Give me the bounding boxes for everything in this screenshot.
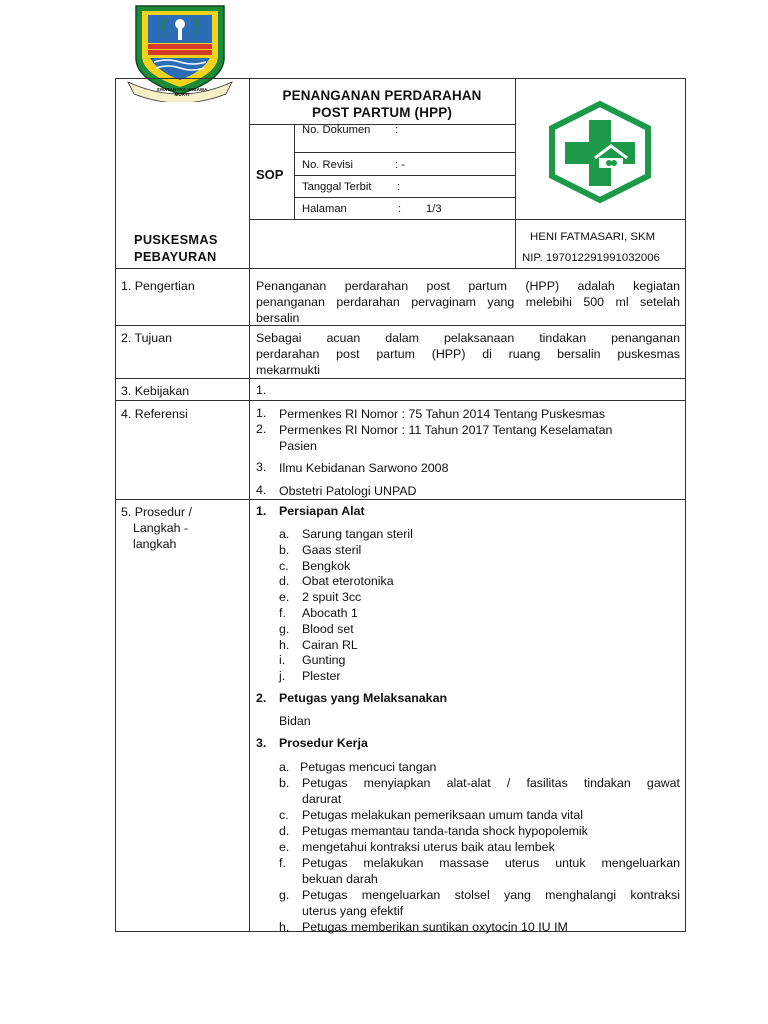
prosedur-label-line-1: 5. Prosedur / [121,505,192,519]
alat-item-letter: g. [279,621,290,636]
kerja-item-letter: a. [279,760,290,774]
kebijakan-label: 3. Kebijakan [121,384,190,398]
alat-item: Abocath 1 [302,606,358,620]
alat-item: 2 spuit 3cc [302,590,362,605]
kerja-item-line: Petugas memberikan suntikan oxytocin 10 IU IM [302,920,568,934]
halaman-label: Halaman [302,203,347,215]
header-right-border [685,78,686,932]
alat-item: Gunting [302,653,346,668]
kerja-item-line: Petugas mengeluarkan stolsel yang menghalangi kontraksi [302,888,680,902]
alat-item-letter: j. [279,669,286,684]
alat-item-letter: d. [279,574,290,589]
alat-item: Cairan RL [302,637,358,652]
halaman-colon: : [398,203,402,215]
sop-divider [294,124,295,219]
kerja-item-line: Petugas mencuci tangan [300,760,437,774]
tujuan-line-1: Sebagai acuan dalam pelaksanaan tindakan penanganan [256,331,680,345]
title-bottom-line [249,124,515,125]
referensi-label: 4. Referensi [121,407,188,421]
referensi-item-4: Obstetri Patologi UNPAD [279,484,417,498]
section-2-title: Petugas yang Melaksanakan [279,691,448,705]
tujuan-line-2: perdarahan post partum (HPP) di ruang bersalin puskesmas [256,347,680,361]
header-left-border [115,78,116,932]
meta-line-3 [294,197,515,198]
row-line-referensi-bottom [115,499,686,500]
kerja-item [300,759,678,775]
tujuan-line-3: mekarmukti [256,363,321,377]
kerja-item [302,919,680,935]
no-revisi-value: : - [395,159,405,171]
meta-line-4 [249,219,686,220]
kerja-item [302,823,680,839]
kerja-item-line: Petugas memantau tanda-tanda shock hypopolemik [302,824,588,838]
prosedur-label-line-2: Langkah - [133,521,189,535]
alat-item-letter: f. [279,606,286,620]
section-3-title: Prosedur Kerja [279,736,368,750]
crest-motto: SWATANTRA WIBAWA MUKTI [156,87,208,97]
tanggal-terbit-label: Tanggal Terbit [302,181,372,193]
signer-name: HENI FATMASARI, SKM [530,231,656,243]
referensi-item-2-line-1: Permenkes RI Nomor : 11 Tahun 2017 Tentang Keselamatan [279,423,613,437]
alat-item-letter: b. [279,542,290,557]
kerja-item [302,855,680,887]
referensi-item-2 [279,422,680,454]
kerja-item-line: darurat [302,792,342,806]
alat-item: Plester [302,669,341,684]
kerja-item [302,807,680,823]
prosedur-label-line-3: langkah [133,537,177,551]
meta-line-1 [294,152,515,153]
kerja-item [302,887,680,919]
alat-item: Blood set [302,621,354,636]
kerja-item-letter: h. [279,920,290,934]
puskesmas-cross-logo [545,100,655,204]
alat-item: Bengkok [302,558,351,573]
referensi-num-2: 2. [256,422,267,436]
kerja-item-letter: e. [279,840,290,854]
pengertian-label: 1. Pengertian [121,279,195,293]
pengertian-line-3: bersalin [256,311,300,325]
meta-line-2 [294,175,515,176]
referensi-item-3: Ilmu Kebidanan Sarwono 2008 [279,461,449,475]
kerja-item-line: Petugas menyiapkan alat-alat / fasilitas tindakan gawat [302,776,680,790]
pengertian-line-2: penanganan perdarahan pervaginam yang melebihi 500 ml setelah [256,295,680,309]
alat-item-letter: a. [279,527,290,541]
pengertian-line-1: Penanganan perdarahan post partum (HPP) adalah kegiatan [256,279,680,293]
referensi-num-3: 3. [256,460,267,474]
section-2-body: Bidan [279,714,311,728]
sop-label: SOP [256,167,284,182]
signer-nip: NIP. 197012291991032006 [522,252,660,264]
row-line-tujuan-bottom [115,378,686,379]
prosedur-label [121,504,192,552]
pengertian-text [256,278,680,326]
kebijakan-value: 1. [256,383,267,397]
alat-item-letter: i. [279,653,286,668]
kerja-item-line: bekuan darah [302,872,378,886]
no-revisi-label: No. Revisi [302,159,353,171]
tujuan-text [256,330,680,378]
title-line-1: PENANGANAN PERDARAHAN [282,88,482,103]
tanggal-terbit-value: : [397,181,401,193]
alat-item-letter: e. [279,590,290,605]
kerja-item-line: uterus yang efektif [302,904,404,918]
section-1-num: 1. [256,504,267,518]
col-divider-1 [249,78,250,932]
kerja-item-line: Petugas melakukan pemeriksaan umum tanda vital [302,808,584,822]
kerja-item-letter: c. [279,808,289,822]
no-dokumen-label: No. Dokumen [302,124,371,136]
row-line-kebijakan-bottom [115,400,686,401]
section-3-num: 3. [256,736,267,750]
kerja-item-letter: b. [279,776,290,790]
kerja-item [302,775,680,807]
alat-item: Sarung tangan steril [302,527,413,541]
document-title [249,87,515,121]
referensi-item-1: Permenkes RI Nomor : 75 Tahun 2014 Tentang Puskesmas [279,407,606,421]
alat-item-letter: c. [279,558,289,573]
section-1-title: Persiapan Alat [279,504,365,518]
puskesmas-name-line-2: PEBAYURAN [134,249,217,264]
header-top-border [115,78,686,79]
referensi-num-4: 4. [256,483,267,497]
tujuan-label: 2. Tujuan [121,331,172,345]
halaman-value: 1/3 [426,203,442,215]
kerja-item-line: Petugas melakukan massase uterus untuk mengeluarkan [302,856,680,870]
alat-item-letter: h. [279,637,290,652]
title-line-2: POST PARTUM (HPP) [311,105,453,120]
kerja-item-line: mengetahui kontraksi uterus baik atau lembek [302,840,555,854]
no-dokumen-value: : [395,124,399,136]
col-divider-2 [515,78,516,268]
alat-item: Obat eterotonika [302,574,394,589]
kerja-item-letter: d. [279,824,290,838]
referensi-item-2-line-2: Pasien [279,439,317,453]
kerja-item-letter: f. [279,856,286,870]
header-bottom-line [115,268,686,269]
referensi-num-1: 1. [256,406,267,420]
puskesmas-name-line-1: PUSKESMAS [134,232,218,247]
kerja-item-letter: g. [279,888,290,902]
section-2-num: 2. [256,691,267,705]
alat-item: Gaas steril [302,542,362,557]
kerja-item [302,839,680,855]
